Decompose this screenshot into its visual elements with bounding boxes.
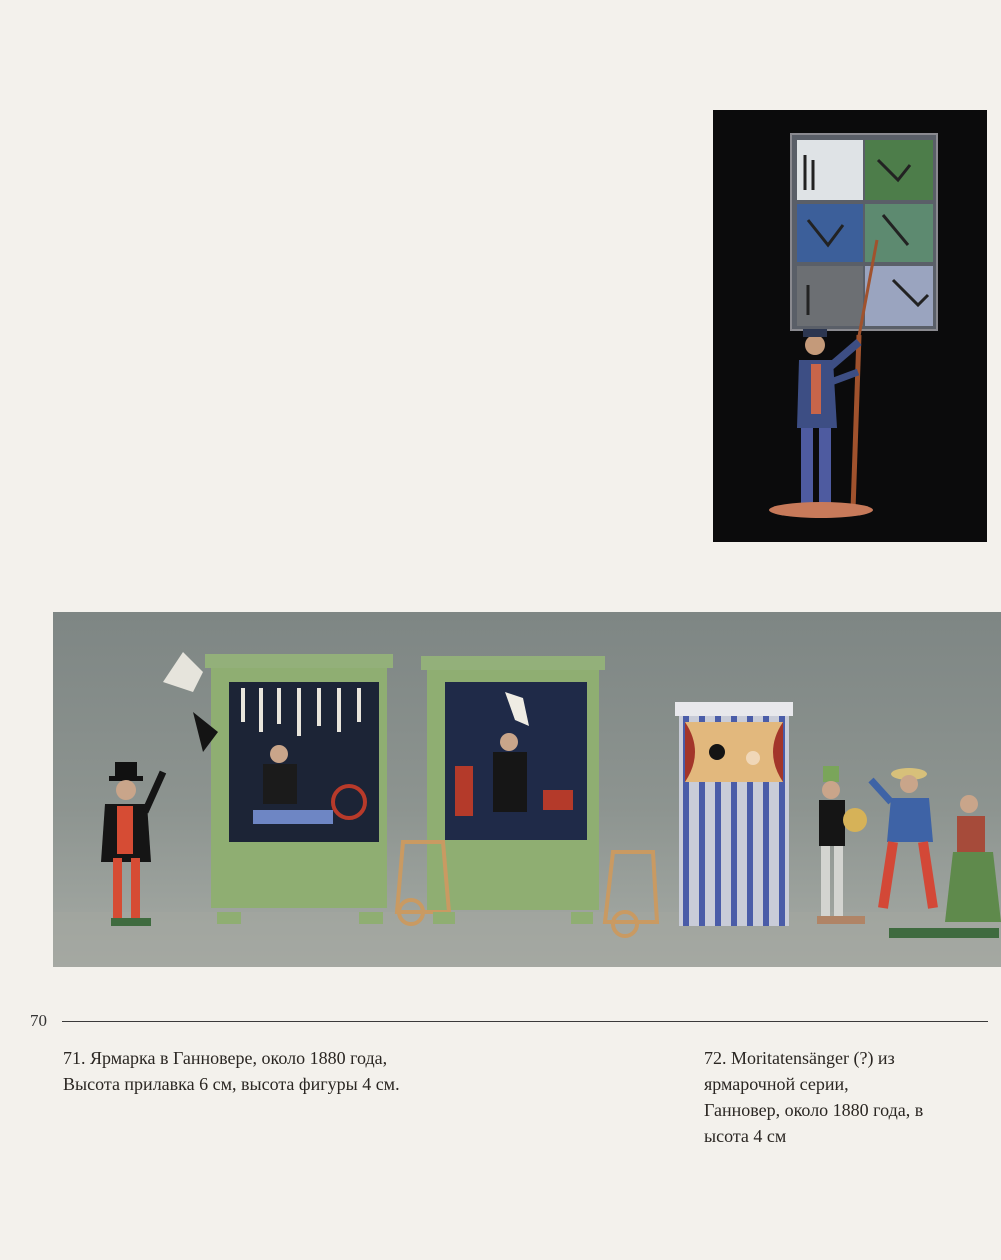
moritatensanger-illustration <box>713 110 987 542</box>
puppet-theatre-booth <box>675 702 793 926</box>
stall-middle <box>397 656 657 936</box>
page-number: 70 <box>30 1011 47 1030</box>
caption-72-line-4: ысота 4 см <box>704 1126 787 1146</box>
photo-moritatensanger <box>713 110 987 542</box>
caption-72-line-2: ярмарочной серии, <box>704 1074 849 1094</box>
caption-72-line-1: 72. Moritatensänger (?) из <box>704 1048 895 1068</box>
caption-figure-72 <box>704 1045 974 1149</box>
horizontal-rule <box>62 1021 988 1022</box>
caption-71-line-2: Высота прилавка 6 см, высота фигуры 4 см. <box>63 1074 400 1094</box>
caption-figure-71 <box>63 1045 503 1097</box>
hannover-fair-illustration <box>53 612 1001 967</box>
caption-71-line-1: 71. Ярмарка в Ганновере, около 1880 года, <box>63 1048 388 1068</box>
stall-left <box>163 652 393 924</box>
top-hat-figure <box>101 762 163 926</box>
trumpet-player-figure <box>817 766 867 924</box>
photo-hannover-fair <box>53 612 1001 967</box>
caption-72-line-3: Ганновер, около 1880 года, в <box>704 1100 924 1120</box>
